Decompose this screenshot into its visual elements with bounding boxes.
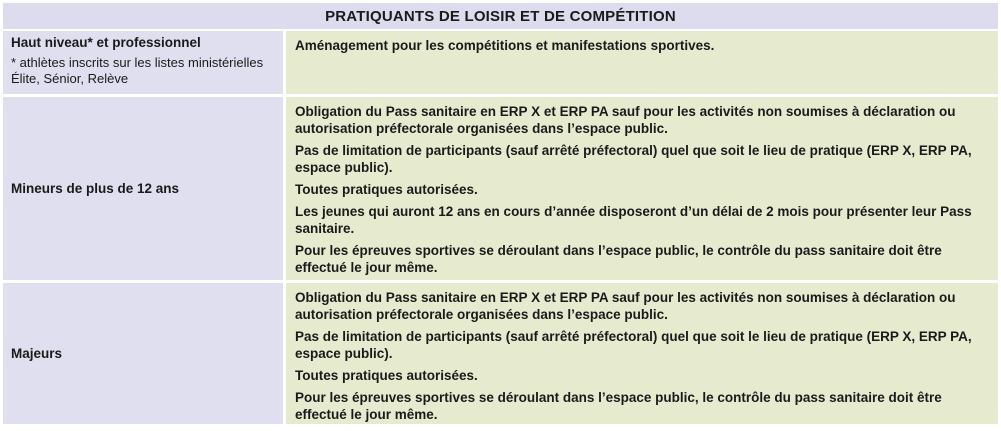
row-label-cell: [3, 31, 283, 94]
row-label: Mineurs de plus de 12 ans: [11, 181, 180, 196]
row-label: Majeurs: [11, 346, 63, 361]
rule-paragraph: Obligation du Pass sanitaire en ERP X et ERP PA sauf pour les activités non soumises à déclaration ou autorisation préfectorale organisées dans l’espace public.: [295, 104, 956, 136]
row-content-cell: [283, 97, 998, 280]
row-label: Haut niveau* et professionnel: [11, 35, 201, 50]
row-content-cell: [283, 31, 998, 94]
rule-paragraph: Pas de limitation de participants (sauf arrêté préfectoral) quel que soit le lieu de pratique (ERP X, ERP PA, espace public).: [295, 329, 972, 361]
rule-paragraph: Obligation du Pass sanitaire en ERP X et ERP PA sauf pour les activités non soumises à déclaration ou autorisation préfectorale organisées dans l’espace public.: [295, 290, 956, 322]
rule-paragraph: Aménagement pour les compétitions et manifestations sportives.: [295, 38, 715, 53]
rule-paragraph: Les jeunes qui auront 12 ans en cours d’année disposeront d’un délai de 2 mois pour présenter leur Pass sanitaire.: [295, 204, 972, 236]
rule-paragraph: Toutes pratiques autorisées.: [295, 368, 478, 383]
row-label-cell: [3, 283, 283, 424]
rule-paragraph: Toutes pratiques autorisées.: [295, 182, 478, 197]
table-row: [3, 31, 998, 97]
row-label-cell: [3, 97, 283, 280]
table-header: PRATIQUANTS DE LOISIR ET DE COMPÉTITION: [3, 3, 998, 31]
row-content-cell: [283, 283, 998, 424]
rule-paragraph: Pour les épreuves sportives se déroulant dans l’espace public, le contrôle du pass sanitaire doit être effectué le jour même.: [295, 390, 942, 422]
row-footnote: * athlètes inscrits sur les listes ministérielles Élite, Sénior, Relève: [11, 55, 264, 86]
rule-paragraph: Pour les épreuves sportives se déroulant dans l’espace public, le contrôle du pass sanitaire doit être effectué le jour même.: [295, 243, 942, 275]
rule-paragraph: Pas de limitation de participants (sauf arrêté préfectoral) quel que soit le lieu de pratique (ERP X, ERP PA, espace public).: [295, 143, 972, 175]
rules-table: [3, 3, 998, 427]
table-row: [3, 97, 998, 283]
table-row: [3, 283, 998, 427]
